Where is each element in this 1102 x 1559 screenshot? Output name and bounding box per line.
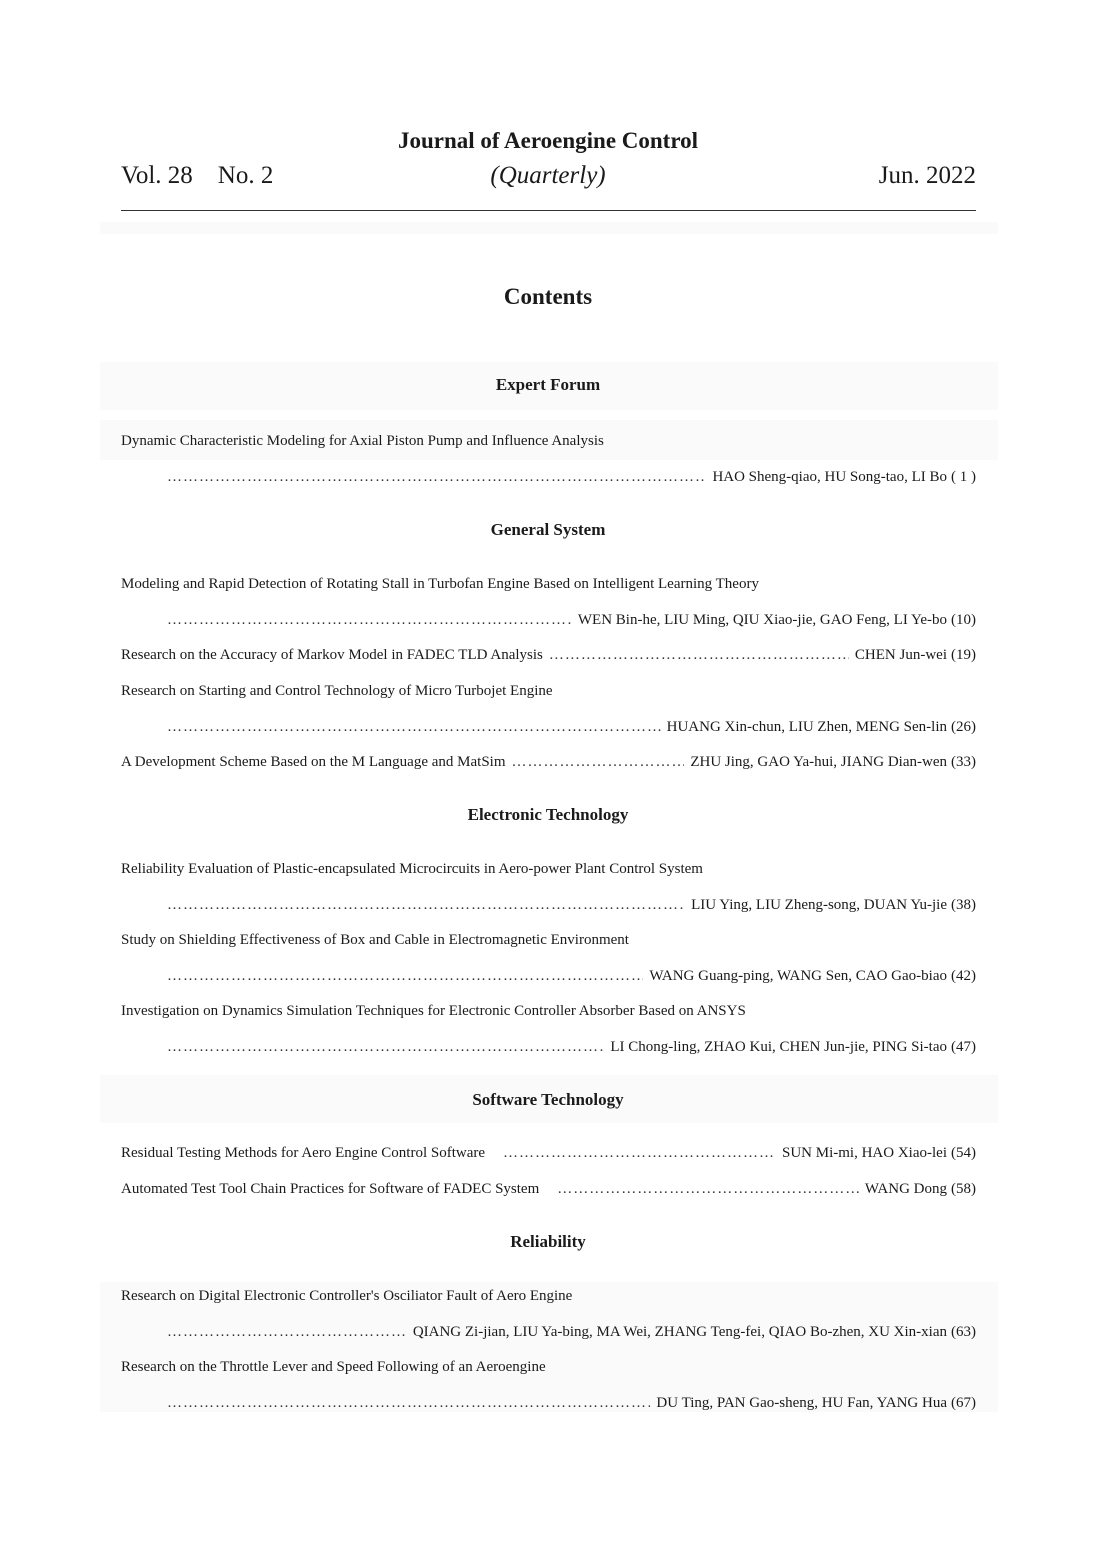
toc-entry-title: Automated Test Tool Chain Practices for Software of FADEC System: [121, 1181, 540, 1197]
dot-leader: [167, 466, 706, 488]
toc-entry-byline[interactable]: [121, 716, 976, 738]
section-heading-expert-forum: Expert Forum: [495, 375, 601, 394]
toc-entry-title[interactable]: Research on the Throttle Lever and Speed Following of an Aeroengine: [121, 1359, 546, 1375]
toc-entry-title[interactable]: Modeling and Rapid Detection of Rotating Stall in Turbofan Engine Based on Intelligent Learning Theory: [121, 576, 759, 592]
toc-entry[interactable]: [121, 1142, 976, 1164]
toc-entry-authors: QIANG Zi-jian, LIU Ya-bing, MA Wei, ZHANG Teng-fei, QIAO Bo-zhen, XU Xin-xian: [412, 1324, 947, 1340]
section-heading-software-technology: Software Technology: [472, 1090, 624, 1109]
section-heading-electronic-technology: Electronic Technology: [467, 805, 629, 824]
background-band: [100, 222, 998, 234]
dot-leader: [167, 1321, 407, 1343]
section-heading-reliability: Reliability: [510, 1232, 586, 1251]
toc-entry-page: (67): [951, 1395, 976, 1411]
toc-entry-authors: HAO Sheng-qiao, HU Song-tao, LI Bo: [712, 469, 947, 485]
toc-entry-authors: ZHU Jing, GAO Ya-hui, JIANG Dian-wen: [690, 754, 947, 770]
toc-entry-page: (54): [951, 1145, 976, 1161]
dot-leader: [167, 965, 643, 987]
dot-leader: [167, 716, 661, 738]
toc-entry-page: (42): [951, 968, 976, 984]
dot-leader: [167, 1392, 650, 1414]
toc-entry-page: (63): [951, 1324, 976, 1340]
dot-leader: [512, 751, 685, 773]
toc-entry-authors: WEN Bin-he, LIU Ming, QIU Xiao-jie, GAO Feng, LI Ye-bo: [577, 612, 947, 628]
toc-entry-title[interactable]: Dynamic Characteristic Modeling for Axial Piston Pump and Influence Analysis: [121, 433, 604, 449]
toc-entry[interactable]: [121, 644, 976, 666]
toc-entry-authors: LIU Ying, LIU Zheng-song, DUAN Yu-jie: [691, 897, 947, 913]
toc-entry-title[interactable]: Study on Shielding Effectiveness of Box and Cable in Electromagnetic Environment: [121, 932, 629, 948]
toc-entry-title: Research on the Accuracy of Markov Model in FADEC TLD Analysis: [121, 647, 543, 663]
volume-issue: Vol. 28 No. 2: [121, 162, 274, 189]
toc-entry-byline[interactable]: [121, 894, 976, 916]
header-rule: [121, 210, 976, 211]
toc-entry-byline[interactable]: [121, 466, 976, 488]
toc-entry-authors: HUANG Xin-chun, LIU Zhen, MENG Sen-lin: [666, 719, 947, 735]
toc-entry-byline[interactable]: [121, 609, 976, 631]
toc-entry-page: (47): [951, 1039, 976, 1055]
journal-title: Journal of Aeroengine Control: [397, 128, 699, 153]
toc-entry-authors: CHEN Jun-wei: [854, 647, 947, 663]
issue-date: Jun. 2022: [878, 162, 976, 189]
toc-entry-byline[interactable]: [121, 1036, 976, 1058]
toc-entry-title[interactable]: Research on Starting and Control Technology of Micro Turbojet Engine: [121, 683, 553, 699]
toc-entry-authors: SUN Mi-mi, HAO Xiao-lei: [782, 1145, 947, 1161]
toc-entry-page: (33): [951, 754, 976, 770]
toc-entry-title: Residual Testing Methods for Aero Engine Control Software: [121, 1145, 486, 1161]
contents-heading: Contents: [503, 284, 593, 309]
toc-entry-title[interactable]: Research on Digital Electronic Controller's Osciliator Fault of Aero Engine: [121, 1288, 573, 1304]
dot-leader: [549, 644, 849, 666]
toc-entry-page: (38): [951, 897, 976, 913]
toc-entry-byline[interactable]: [121, 965, 976, 987]
dot-leader: [167, 609, 572, 631]
toc-entry[interactable]: [121, 751, 976, 773]
publication-frequency: (Quarterly): [490, 162, 606, 189]
toc-entry-page: (58): [951, 1181, 976, 1197]
dot-leader: [167, 1036, 604, 1058]
toc-entry-title[interactable]: Reliability Evaluation of Plastic-encapsulated Microcircuits in Aero-power Plant Control System: [121, 861, 703, 877]
dot-leader: [557, 1178, 859, 1200]
toc-entry-title: A Development Scheme Based on the M Language and MatSim: [121, 754, 506, 770]
dot-leader: [167, 894, 685, 916]
toc-entry-title[interactable]: Investigation on Dynamics Simulation Techniques for Electronic Controller Absorber Based on ANSYS: [121, 1003, 746, 1019]
toc-entry-authors: WANG Dong: [864, 1181, 947, 1197]
toc-entry-authors: LI Chong-ling, ZHAO Kui, CHEN Jun-jie, PING Si-tao: [610, 1039, 947, 1055]
toc-entry-authors: DU Ting, PAN Gao-sheng, HU Fan, YANG Hua: [656, 1395, 947, 1411]
toc-entry-authors: WANG Guang-ping, WANG Sen, CAO Gao-biao: [649, 968, 947, 984]
toc-entry-byline[interactable]: [121, 1392, 976, 1414]
toc-entry-page: (26): [951, 719, 976, 735]
toc-entry-page: (10): [951, 612, 976, 628]
section-heading-general-system: General System: [490, 520, 606, 539]
toc-entry-page: (19): [951, 647, 976, 663]
toc-entry-page: ( 1 ): [951, 469, 976, 485]
toc-entry[interactable]: [121, 1178, 976, 1200]
toc-entry-byline[interactable]: [121, 1321, 976, 1343]
dot-leader: [503, 1142, 776, 1164]
